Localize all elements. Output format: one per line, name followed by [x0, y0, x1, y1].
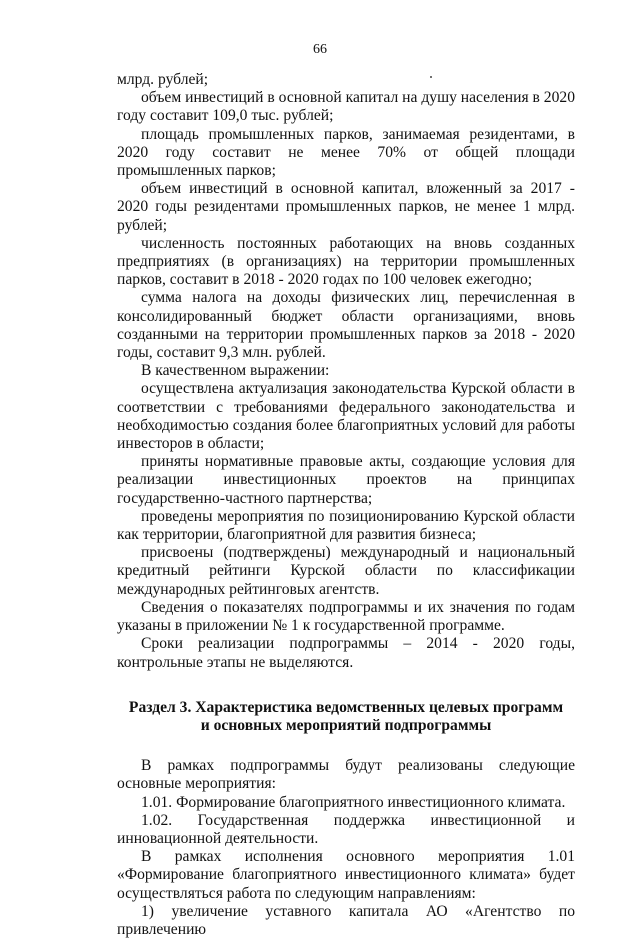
paragraph: осуществлена актуализация законодательства Курской области в соответствии с требованиями федерального законодательства и необходимостью создания более благоприятных условий для работы инвесторов в области;: [117, 380, 575, 453]
paragraph: объем инвестиций в основной капитал, вложенный за 2017 - 2020 годы резидентами промышленных парков, не менее 1 млрд. рублей;: [117, 180, 575, 234]
section-heading: [117, 699, 575, 735]
document-body: [117, 71, 575, 939]
paragraph: В рамках исполнения основного мероприятия 1.01 «Формирование благоприятного инвестиционного климата» будет осуществляться работа по следующим направлениям:: [117, 848, 575, 902]
body-text-top: [117, 71, 575, 672]
paragraph: млрд. рублей;: [117, 71, 209, 88]
paragraph: объем инвестиций в основной капитал на душу населения в 2020 году составит 109,0 тыс. рублей;: [117, 89, 575, 125]
paragraph: площадь промышленных парков, занимаемая резидентами, в 2020 году составит не менее 70% от общей площади промышленных парков;: [117, 125, 575, 180]
section-heading-line-1: Раздел 3. Характеристика ведомственных целевых программ: [128, 698, 564, 716]
page-number: 66: [313, 42, 327, 57]
body-text-bottom: [117, 757, 575, 939]
paragraph: присвоены (подтверждены) международный и национальный кредитный рейтинги Курской области по классификации международных рейтинговых агентств.: [117, 544, 575, 598]
paragraph: 1.02. Государственная поддержка инвестиционной и инновационной деятельности.: [117, 811, 575, 847]
paragraph: 1.01. Формирование благоприятного инвестиционного климата.: [141, 793, 566, 811]
paragraph: численность постоянных работающих на вновь созданных предприятиях (в организациях) на территории промышленных парков, составит в 2018 - 2020 годах по 100 человек ежегодно;: [117, 234, 575, 289]
paragraph: сумма налога на доходы физических лиц, перечисленная в консолидированный бюджет области организациями, вновь созданными на территории промышленных парков за 2018 - 2020 годы, составит 9,3 млн. рублей.: [117, 289, 575, 362]
paragraph: Сведения о показателях подпрограммы и их значения по годам указаны в приложении № 1 к государственной программе.: [117, 598, 575, 635]
paragraph: В рамках подпрограммы будут реализованы следующие основные мероприятия:: [117, 757, 575, 793]
paragraph: приняты нормативные правовые акты, создающие условия для реализации инвестиционных проектов на принципах государственно-частного партнерства;: [117, 453, 575, 507]
paragraph: Сроки реализации подпрограммы – 2014 - 2020 годы, контрольные этапы не выделяются.: [117, 635, 575, 671]
section-heading-line-2: и основных мероприятий подпрограммы: [200, 716, 492, 734]
paragraph: В качественном выражении:: [141, 362, 330, 380]
paragraph: 1) увеличение уставного капитала АО «Агентство по привлечению: [117, 902, 575, 938]
paragraph: проведены мероприятия по позиционированию Курской области как территории, благоприятной для развития бизнеса;: [117, 507, 575, 544]
